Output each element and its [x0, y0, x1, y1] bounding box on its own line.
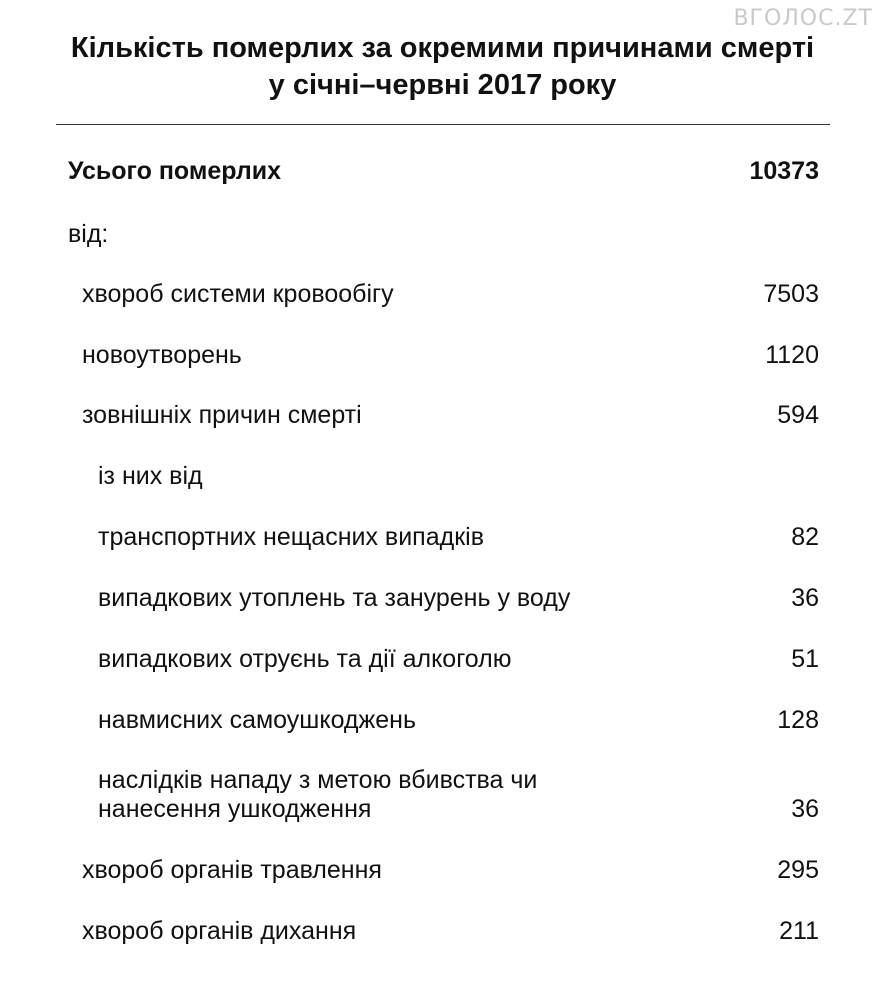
title-divider	[56, 124, 830, 125]
row-value: 36	[791, 584, 819, 612]
row-label: випадкових отруєнь та дії алкоголю	[98, 645, 512, 673]
row-label: новоутворень	[82, 341, 242, 369]
row-value: 7503	[763, 280, 819, 308]
row-value: 36	[791, 795, 819, 823]
title-line-1: Кількість померлих за окремими причинами смерті	[70, 32, 815, 64]
row-label: зовнішніх причин смерті	[82, 401, 362, 429]
from-label: від:	[68, 220, 109, 248]
total-label: Усього померлих	[68, 157, 282, 185]
title-line-2: у січні–червні 2017 року	[268, 69, 617, 101]
row-label-line-1: наслідків нападу з метою вбивства чи	[98, 766, 538, 794]
row-label: із них від	[98, 462, 203, 490]
row-label: хвороб органів травлення	[82, 856, 382, 884]
row-label: транспортних нещасних випадків	[98, 523, 484, 551]
row-value: 128	[777, 706, 819, 734]
row-label: хвороб системи кровообігу	[82, 280, 394, 308]
row-value: 51	[791, 645, 819, 673]
row-value: 82	[791, 523, 819, 551]
row-label: випадкових утоплень та занурень у воду	[98, 584, 571, 612]
row-label-line-2: нанесення ушкодження	[98, 795, 372, 823]
row-value: 594	[777, 401, 819, 429]
total-value: 10373	[749, 157, 819, 185]
row-label: навмисних самоушкоджень	[98, 706, 416, 734]
page-title	[0, 30, 885, 104]
watermark-logo: ВГОЛОС.ZT	[733, 6, 873, 31]
row-value: 1120	[765, 341, 819, 369]
row-label: хвороб органів дихання	[82, 917, 357, 945]
row-value: 295	[777, 856, 819, 884]
row-value: 211	[779, 917, 819, 945]
